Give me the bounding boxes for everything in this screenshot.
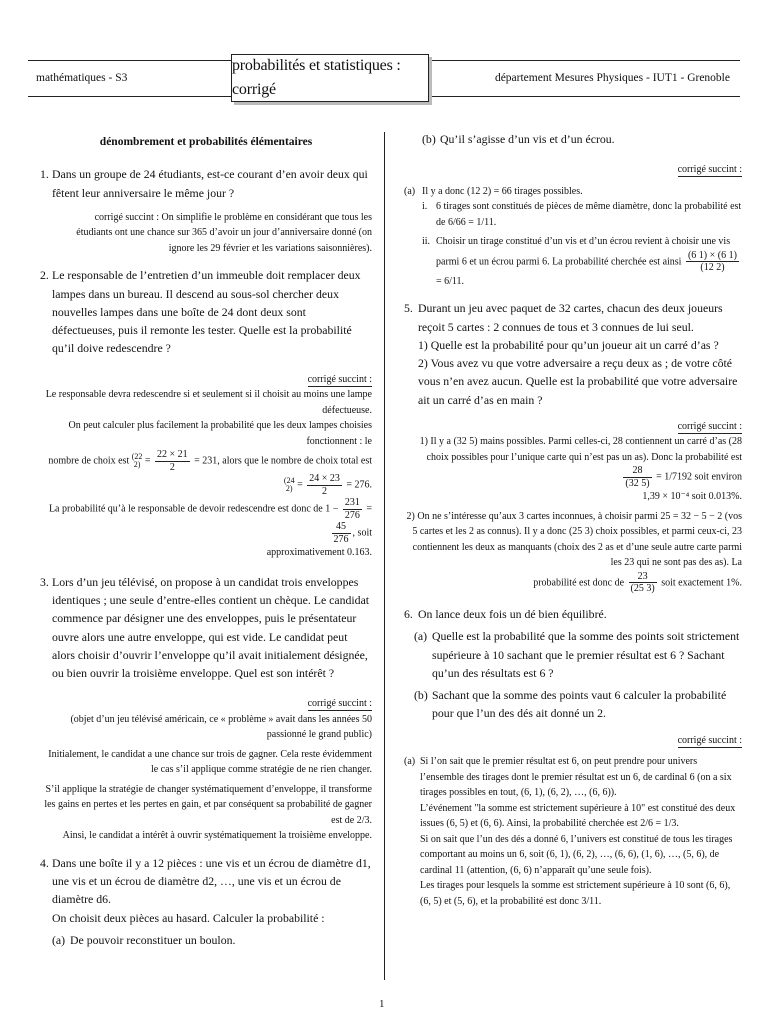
answer-5 — [404, 419, 742, 595]
answer-line: Initialement, le candidat a une chance sur trois de gagner. Cela reste évidemment le cas s’il applique comme stratégie de ne rien changer. — [48, 748, 372, 776]
answer-text: = 6/11. — [436, 275, 465, 287]
answer-4 — [404, 162, 742, 289]
answer-label: corrigé succint : — [677, 420, 742, 432]
answer-6 — [404, 733, 742, 910]
sub-number: (a) — [404, 185, 416, 197]
question-1 — [40, 165, 372, 202]
answer-line: L’événement "la somme est strictement supérieure à 10" est constitué des deux issues (6, 5) et (6, 6). Ainsi, la probabilité cherchée est 2/6 = 1/3. — [420, 802, 736, 830]
question-text-part: Dans une boîte il y a 12 pièces : une vis et un écrou de diamètre d1, une vis et un écrou de diamètre d2, …, une vis et un écrou de diamètre d6. — [52, 855, 371, 907]
answer-text: soit exactement 1%. — [661, 577, 742, 589]
sub-number: (a) — [414, 629, 428, 644]
fraction: $\frac{22 \times 21}{2}$ — [157, 449, 188, 473]
answer-6a — [404, 754, 742, 909]
fraction: $\frac{24 \times 23}{2}$ — [309, 473, 340, 497]
sub-number: ii. — [422, 236, 431, 248]
page-title: probabilités et statistiques : corrigé — [232, 57, 401, 98]
sub-number: (b) — [414, 688, 428, 703]
fraction: $\frac{(6 1) \times (6 1)}{(12 2)}$ — [687, 249, 737, 274]
answer-text: Choisir un tirage constitué d’un vis et d’un écrou revient à choisir une vis parmi 6 et un écrou parmi 6. La probabilité cherchée est ainsi — [436, 236, 731, 268]
answer-3 — [40, 696, 372, 844]
answer-line: Les tirages pour lesquels la somme est strictement supérieure à 10 sont (6, 6), (6, 5) et (5, 6), et la probabilité est donc 3/11. — [420, 880, 731, 907]
question-text-part: On choisit deux pièces au hasard. Calculer la probabilité : — [52, 910, 325, 925]
question-text: On lance deux fois un dé bien équilibré. — [418, 606, 607, 621]
sub-text: Qu’il s’agisse d’un vis et d’un écrou. — [440, 132, 615, 146]
answer-text: , soit — [352, 527, 372, 539]
answer-text: = 276. — [346, 479, 372, 491]
header-right: département Mesures Physiques - IUT1 - Grenoble — [494, 72, 730, 84]
question-5 — [404, 299, 742, 409]
fraction: $\frac{231}{276}$ — [344, 497, 360, 521]
sub-text: De pouvoir reconstituer un boulon. — [70, 933, 236, 948]
binomial: (24 2) — [283, 476, 295, 494]
answer-text: La probabilité qu’à le responsable de devoir redescendre est donc de 1 − — [48, 503, 339, 515]
answer-text: nombre de choix est — [48, 455, 130, 467]
sub-text: Sachant que la somme des points vaut 6 calculer la probabilité pour que l’un des dés ait donné un 2. — [432, 688, 727, 721]
fraction: $\frac{45}{276}$ — [333, 521, 349, 545]
question-number: 2. — [40, 268, 49, 283]
question-text — [52, 854, 372, 927]
question-2 — [40, 266, 372, 357]
question-text-part: 2) Vous avez vu que votre adversaire a reçu deux as ; de votre côté vous n’en avez aucun. Quelle est la probabilité que votre adversaire ait un carré d’as en main ? — [418, 356, 738, 407]
answer-line: (24 2) = $\frac{24 \times 23}{2}$ = 276. — [283, 473, 372, 497]
left-column — [40, 130, 372, 949]
answer-2 — [40, 372, 372, 561]
header-title-box — [231, 54, 429, 102]
answer-label: corrigé succint : — [307, 373, 372, 385]
section-title: dénombrement et probabilités élémentaires — [99, 136, 313, 148]
answer-text: 1) Il y a (32 5) mains possibles. Parmi celles-ci, 28 contiennent un carré d’as (28 choix possibles pour l’unique carte qui n’est pas un as). Donc la probabilité est — [419, 436, 742, 463]
answer-line — [404, 434, 742, 489]
answer-label: corrigé succint : — [677, 734, 742, 746]
answer-4a — [404, 184, 742, 200]
sub-number: i. — [422, 201, 428, 213]
question-text — [418, 299, 742, 409]
answer-line: approximativement 0.163. — [266, 547, 372, 559]
question-3 — [40, 573, 372, 683]
question-number: 1. — [40, 167, 49, 182]
question-number: 3. — [40, 574, 49, 589]
column-divider — [384, 132, 385, 980]
question-number: 4. — [40, 855, 49, 870]
question-number: 5. — [404, 301, 413, 316]
sub-number: (a) — [404, 756, 416, 768]
fraction: $\frac{28}{(32 5)}$ — [625, 465, 650, 489]
answer-text: 6 tirages sont constitués de pièces de même diamètre, donc la probabilité est de 6/66 = 1/11. — [436, 201, 742, 228]
page-number: 1 — [379, 998, 385, 1010]
sub-number: (a) — [52, 933, 66, 948]
question-text: Dans un groupe de 24 étudiants, est-ce courant d’en avoir deux qui fêtent leur anniversaire le même jour ? — [52, 167, 368, 200]
question-4a — [40, 931, 372, 949]
answer-line: nombre de choix est (22 2) = $\frac{22 \times 21}{2}$ = 231, alors que le nombre de choix total est — [48, 449, 372, 473]
question-6 — [404, 605, 742, 623]
answer-line: La probabilité qu’à le responsable de devoir redescendre est donc de 1 − $\frac{231}{276}$ = $\frac{45}{276}$ , soit — [48, 497, 372, 545]
answer-4a-i — [404, 199, 742, 230]
binomial: (22 2) — [131, 452, 143, 470]
answer-text: Il y a donc (12 2) = 66 tirages possibles. — [422, 185, 583, 197]
answer-1: corrigé succint : On simplifie le problème en considérant que tous les étudiants ont une chance sur 365 d’avoir un jour d’anniversaire donné (on ignore les 29 février et les variations saisonnières). — [76, 211, 372, 254]
answer-line: On peut calculer plus facilement la probabilité que les deux lampes choisies fonctionnent : le — [68, 420, 372, 447]
answer-text: = 231, alors que le nombre de choix total est — [194, 455, 372, 467]
answer-text: = 1/7192 soit environ — [656, 471, 742, 483]
answer-line — [404, 571, 742, 595]
question-text: Le responsable de l’entretien d’un immeuble doit remplacer deux lampes dans un bureau. Il descend au sous-sol chercher deux nouvelles lampes dans une boîte de 24 dont deux sont défectueuses, puis il remonte les tester. Quelle est la probabilité qu’il doive redescendre ? — [52, 268, 361, 356]
answer-line: Si l’on sait que le premier résultat est 6, on peut prendre pour univers l’ensemble des tirages dont le premier résultat est un 6, de cardinal 6 (on a six tirages possibles en tout, (6, 1), (6, 2), …, (6, 6)). — [420, 756, 732, 799]
answer-label: corrigé succint : — [307, 698, 372, 710]
sub-text: Quelle est la probabilité que la somme des points soit strictement supérieure à 10 sachant que le premier résultat est 6 ? Sachant qu’un des résultats est 6 ? — [432, 629, 740, 680]
question-number: 6. — [404, 606, 413, 621]
answer-line: Ainsi, le candidat a intérêt à ouvrir systématiquement la troisième enveloppe. — [62, 830, 372, 842]
question-text-part: 1) Quelle est la probabilité pour qu’un joueur ait un carré d’as ? — [418, 337, 719, 352]
question-6b — [404, 686, 742, 723]
question-6a — [404, 627, 742, 682]
answer-text: probabilité est donc de — [533, 577, 625, 589]
answer-line: 1,39 × 10⁻⁴ soit 0.013%. — [642, 491, 742, 503]
question-text: Lors d’un jeu télévisé, on propose à un candidat trois enveloppes identiques ; une seule d’entre-elles contient un chèque. Le candidat commence par désigner une des enveloppes, puis le présentateur ouvre alors une autre enveloppe, qui est vide. Le candidat peut alors choisir d’ouvrir l’enveloppe qu’il avait initialement désignée, ou bien ouvrir la troisième enveloppe. Quel est son intérêt ? — [52, 574, 370, 681]
answer-label: corrigé succint : — [677, 164, 742, 176]
question-text-part: Durant un jeu avec paquet de 32 cartes, chacun des deux joueurs reçoit 5 cartes : 2 connues de tous et 3 connues de lui seul. — [418, 301, 723, 334]
answer-line: 2) On ne s’intéresse qu’aux 3 cartes inconnues, à choisir parmi 25 = 32 − 5 − 2 (vos 5 cartes et les 2 as connus). Il y a donc (25 3) choix possibles, et parmi ceux-ci, 23 contiennent les deux as manquants (choix des 2 as et d’une seule autre carte parmi les 23 qui ne sont pas des as). La — [406, 510, 742, 569]
answer-text-wrap — [436, 234, 742, 289]
answer-line: S’il applique la stratégie de changer systématiquement d’enveloppe, il transforme les gains en pertes et les pertes en gain, et par conséquent sa probabilité de gagner est de 2/3. — [44, 783, 372, 826]
right-column — [404, 130, 742, 909]
header-left: mathématiques - S3 — [36, 72, 128, 84]
answer-4a-ii — [404, 234, 742, 289]
sub-number: (b) — [422, 132, 436, 146]
answer-line: (objet d’un jeu télévisé américain, ce « problème » avait dans les années 50 passionné le grand public) — [70, 713, 372, 741]
question-4 — [40, 854, 372, 927]
fraction: $\frac{23}{(25 3)}$ — [630, 570, 655, 595]
answer-text-wrap — [420, 754, 742, 909]
question-4b — [404, 130, 742, 148]
answer-line: Si on sait que l’un des dés a donné 6, l’univers est constitué de tous les tirages comportant au moins un 6, soit (6, 1), (6, 2), …, (6, 6), (1, 6), …, (5, 6), de cardinal 11 (attention, (6, 6) n’apparaît qu’une seule fois). — [420, 833, 733, 876]
answer-line: Le responsable devra redescendre si et seulement si il choisit au moins une lampe défectueuse. — [45, 389, 372, 416]
